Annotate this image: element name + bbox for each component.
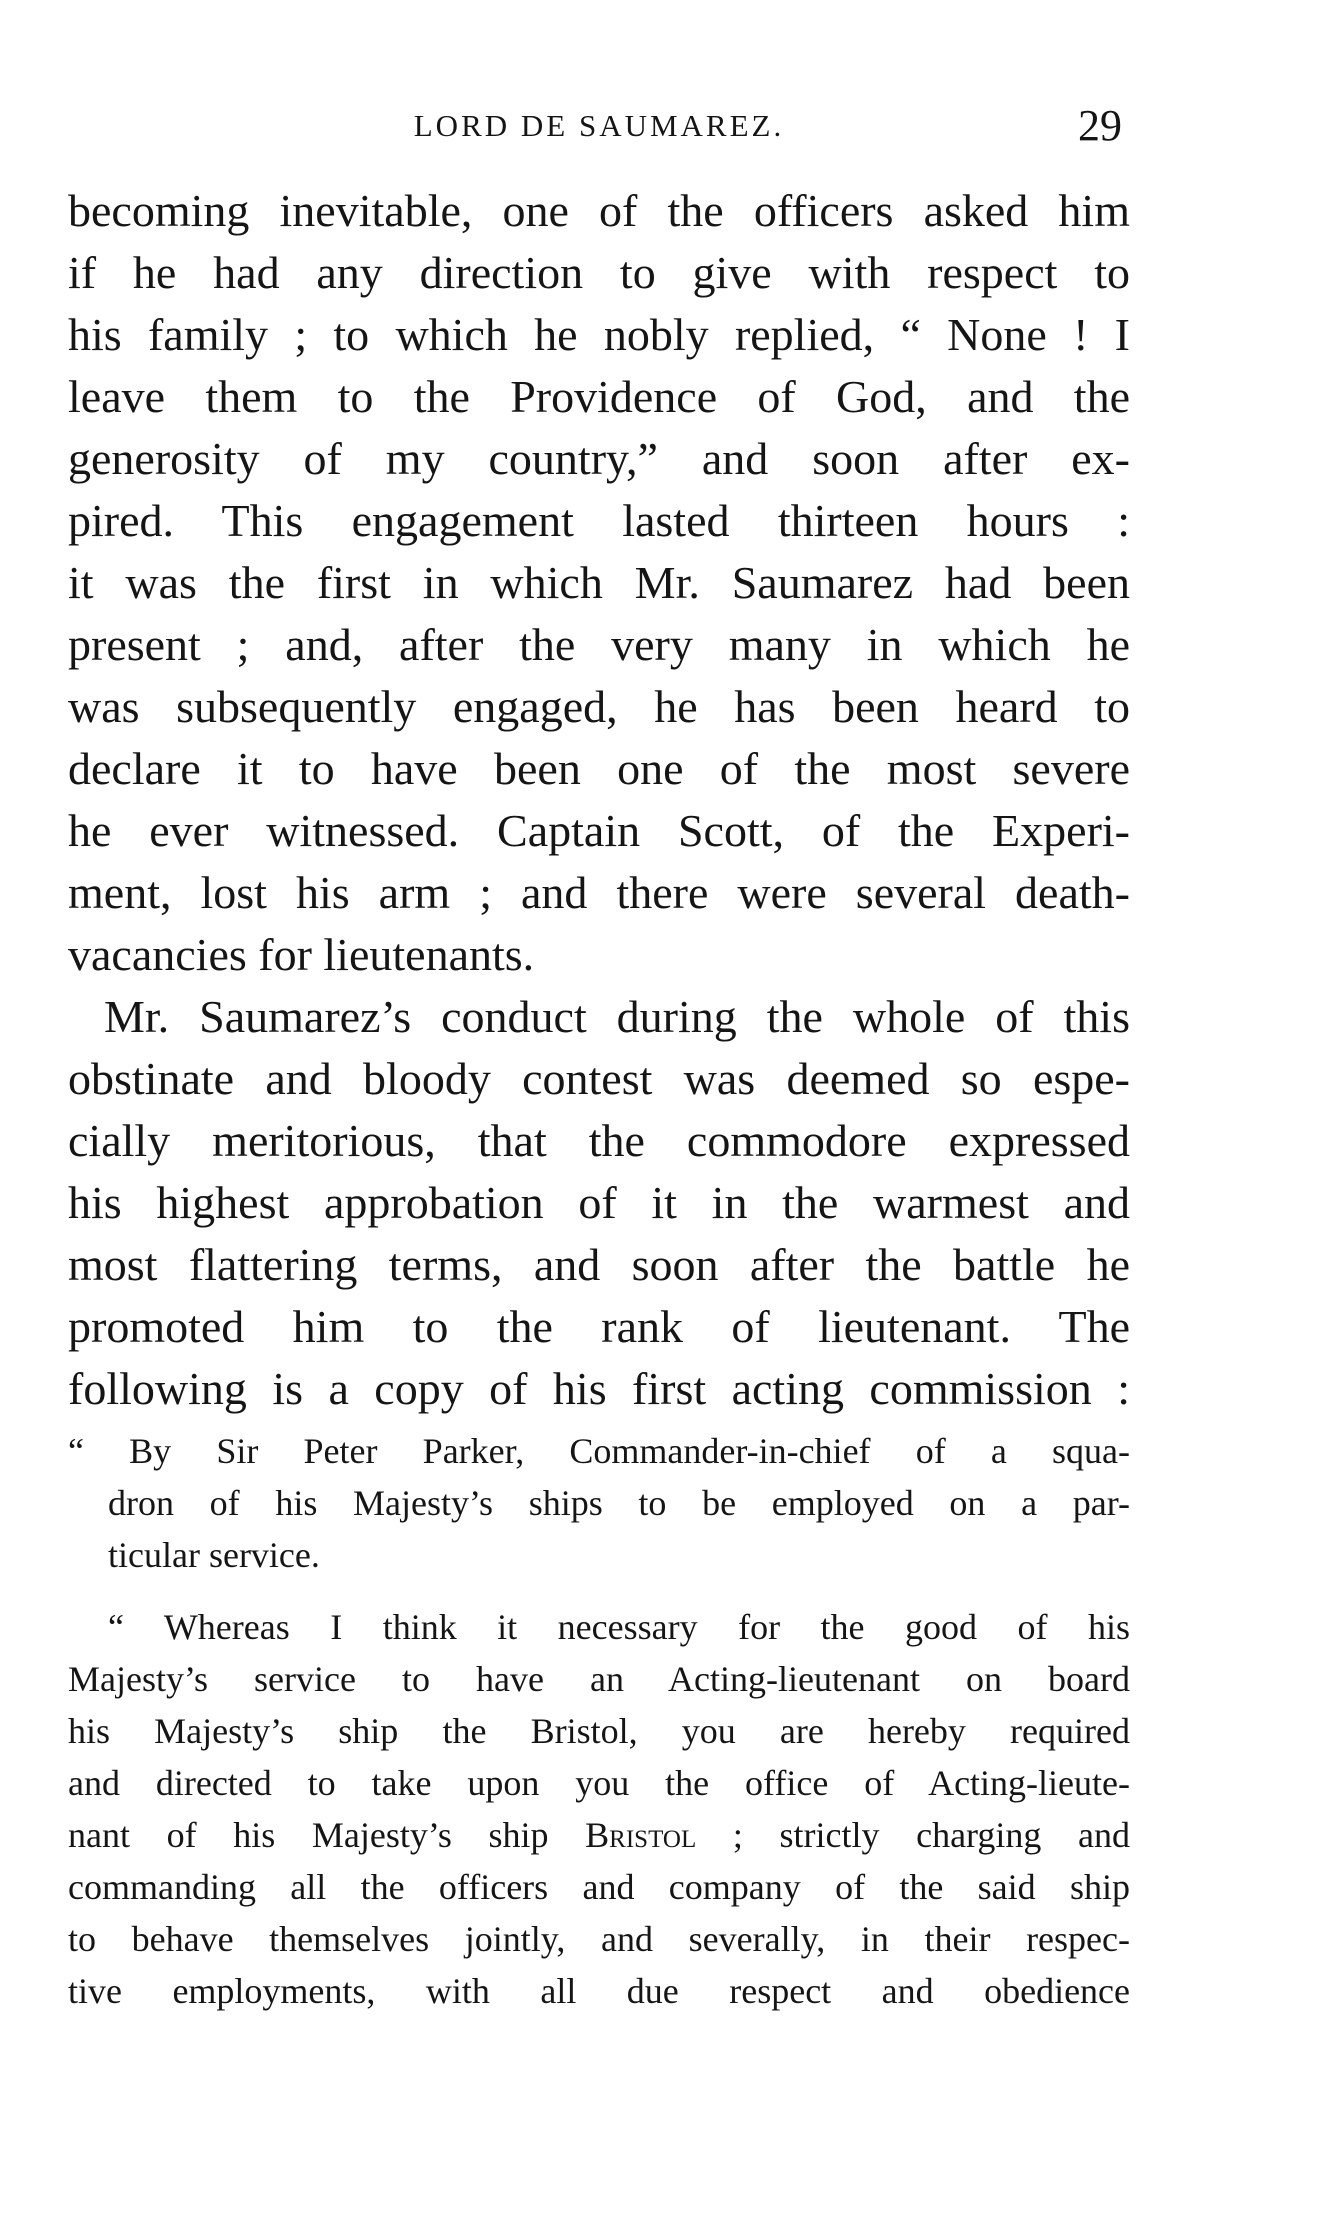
text-line: most flattering terms, and soon after the battle he [68,1239,1130,1290]
quote-line: tive employments, with all due respect and obedience [68,1971,1130,2011]
running-title: LORD DE SAUMAREZ. [413,108,785,143]
text-line: vacancies for lieutenants. [68,929,535,980]
text-line: present ; and, after the very many in which he [68,619,1130,670]
quote-line: his Majesty’s ship the Bristol, you are hereby required [68,1711,1130,1751]
quote-text: nant of his Majesty’s ship [68,1815,586,1855]
text-line: it was the first in which Mr. Saumarez had been [68,557,1130,608]
text-line: pired. This engagement lasted thirteen hours : [68,495,1130,546]
text-line: declare it to have been one of the most severe [68,743,1130,794]
text-line: following is a copy of his first acting commission : [68,1363,1130,1414]
text-line: generosity of my country,” and soon after ex- [68,433,1130,484]
text-line: ment, lost his arm ; and there were several death- [68,867,1130,918]
text-line: he ever witnessed. Captain Scott, of the Experi- [68,805,1130,856]
quote-line: to behave themselves jointly, and severally, in their respec- [68,1919,1130,1959]
quote-line: “ Whereas I think it necessary for the good of his [108,1607,1130,1647]
text-line: cially meritorious, that the commodore expressed [68,1115,1130,1166]
quote-line: Majesty’s service to have an Acting-lieutenant on board [68,1659,1130,1699]
quote-line: dron of his Majesty’s ships to be employed on a par- [108,1483,1130,1523]
page-number: 29 [1078,101,1122,150]
text-line: obstinate and bloody contest was deemed so espe- [68,1053,1130,1104]
text-line: was subsequently engaged, he has been heard to [68,681,1130,732]
running-head [68,100,1130,160]
commission-quote [68,1425,1130,2017]
book-page [68,0,1130,2225]
text-line: his highest approbation of it in the warmest and [68,1177,1130,1228]
quote-line: commanding all the officers and company of the said ship [68,1867,1130,1907]
text-line: if he had any direction to give with respect to [68,247,1130,298]
quote-text: ; strictly charging and [696,1815,1131,1855]
quote-line: and directed to take upon you the office of Acting-lieute- [68,1763,1130,1803]
quote-line: “ By Sir Peter Parker, Commander-in-chief of a squa- [68,1431,1130,1471]
quote-line-ship-name [68,1809,1130,1861]
text-line: his family ; to which he nobly replied, “ None ! I [68,309,1130,360]
body-text [68,180,1130,1420]
text-line: becoming inevitable, one of the officers asked him [68,185,1130,236]
ship-name-smallcaps: Bristol [585,1815,697,1855]
quote-line: ticular service. [108,1535,320,1575]
text-line: leave them to the Providence of God, and the [68,371,1130,422]
text-line: Mr. Saumarez’s conduct during the whole of this [104,991,1130,1042]
text-line: promoted him to the rank of lieutenant. The [68,1301,1130,1352]
